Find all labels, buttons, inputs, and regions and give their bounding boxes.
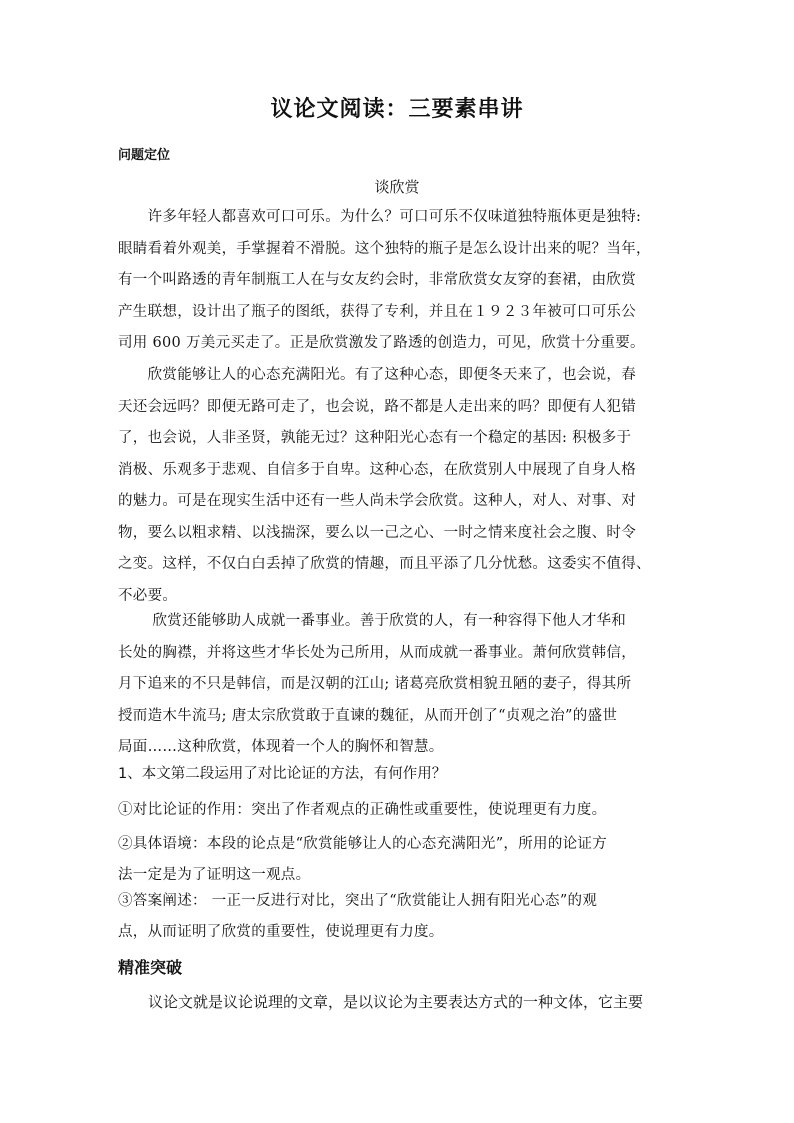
paragraph-line: 月下追来的不只是韩信，而是汉朝的江山; 诸葛亮欣赏相貌丑陋的妻子，得其所 [118, 676, 632, 692]
question-1: 1、本文第二段运用了对比论证的方法，有何作用？ [118, 766, 447, 782]
paragraph-line: 有一个叫路透的青年制瓶工人在与女友约会时，非常欣赏女友穿的套裙，由欣赏 [118, 272, 636, 288]
answer-line: 法一定是为了证明这一观点。 [118, 867, 311, 883]
paragraph-line: 产生联想，设计出了瓶子的图纸，获得了专利，并且在１９２３年被可口可乐公 [118, 303, 636, 320]
paragraph-line: 不必要。 [118, 587, 178, 604]
paragraph-line: 许多年轻人都喜欢可口可乐。为什么？可口可乐不仅味道独特瓶体更是独特: [118, 209, 642, 225]
answer-line: ③答案阐述： 一正一反进行对比，突出了“欣赏能让人拥有阳光心态”的观 [118, 893, 598, 909]
paragraph-line: 授而造木牛流马; 唐太宗欣赏敢于直谏的魏征，从而开创了“贞观之治”的盛世 [118, 707, 618, 724]
paragraph-line: 的魅力。可是在现实生活中还有一些人尚未学会欣赏。这种人，对人、对事、对 [118, 493, 636, 509]
essay-title: 谈欣赏 [374, 178, 420, 196]
paragraph-line: 局面……这种欣赏，体现着一个人的胸怀和智慧。 [118, 739, 444, 755]
essay-paragraph-2 [118, 360, 683, 612]
essay-paragraph-3 [118, 606, 683, 764]
section-label-problem-location: 问题定位 [118, 148, 171, 163]
paragraph-line: 欣赏还能够助人成就一番事业。善于欣赏的人，有一种容得下他人才华和 [118, 613, 627, 629]
intro-paragraph-line: 议论文就是议论说理的文章，是以议论为主要表达方式的一种文体，它主要 [118, 993, 644, 1011]
answer-point-3 [118, 886, 683, 948]
paragraph-line: 物，要么以粗求精、以浅揣深，要么以一己之心、一时之情来度社会之腹、时令 [118, 524, 636, 541]
essay-paragraph-1 [118, 202, 683, 360]
answer-line: ②具体语境：本段的论点是“欣赏能够让人的心态充满阳光”，所用的论证方 [118, 836, 608, 852]
answer-line: 点，从而证明了欣赏的重要性，使说理更有力度。 [118, 924, 444, 940]
paragraph-line: 天还会远吗？即便无路可走了，也会说，路不都是人走出来的吗？即便有人犯错 [118, 398, 636, 415]
paragraph-line: 司用 600 万美元买走了。正是欣赏激发了路透的创造力，可见，欣赏十分重要。 [118, 335, 645, 351]
page-title: 议论文阅读：三要素串讲 [270, 97, 524, 122]
paragraph-line: 了，也会说，人非圣贤，孰能无过？这种阳光心态有一个稳定的基因: 积极多于 [118, 430, 632, 446]
paragraph-line: 欣赏能够让人的心态充满阳光。有了这种心态，即便冬天来了，也会说，春 [118, 367, 636, 383]
paragraph-line: 眼睛看着外观美，手掌握着不滑脱。这个独特的瓶子是怎么设计出来的呢？当年， [118, 240, 651, 257]
paragraph-line: 长处的胸襟，并将这些才华长处为己所用，从而成就一番事业。萧何欣赏韩信， [118, 644, 636, 661]
section-label-precise-breakthrough: 精准突破 [118, 958, 183, 977]
paragraph-line: 消极、乐观多于悲观、自信多于自卑。这种心态，在欣赏别人中展现了自身人格 [118, 461, 636, 478]
answer-point-2 [118, 829, 683, 891]
answer-point-1 [118, 795, 683, 825]
paragraph-line: 之变。这样，不仅白白丢掉了欣赏的情趣，而且平添了几分忧愁。这委实不值得、 [118, 556, 651, 572]
answer-line: ①对比论证的作用：突出了作者观点的正确性或重要性，使说理更有力度。 [118, 802, 607, 818]
